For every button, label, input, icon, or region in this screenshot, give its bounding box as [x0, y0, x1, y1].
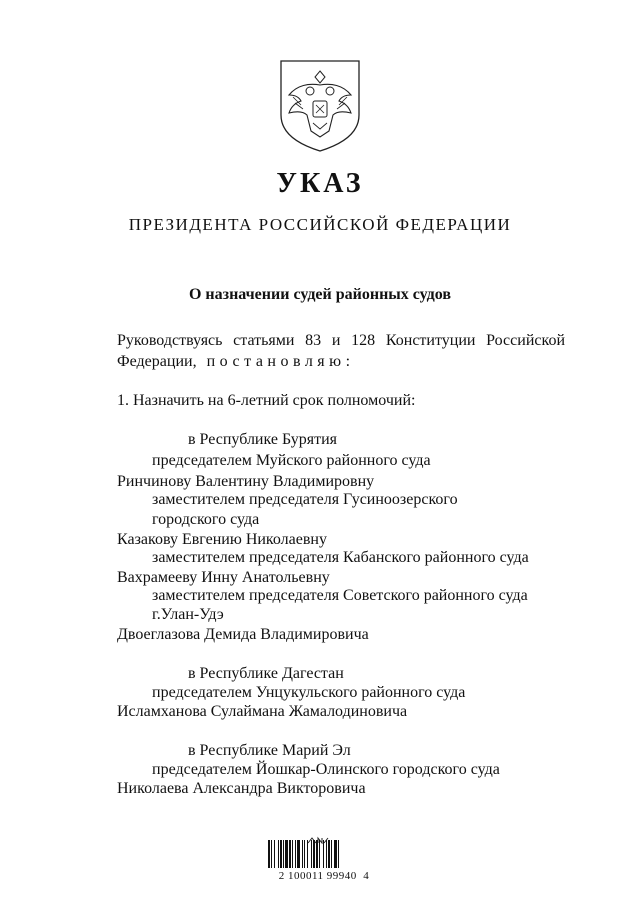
region-header: в Республике Бурятия	[188, 431, 338, 448]
preamble-line-1: Руководствуясь статьями 83 и 128 Конституции Российской	[117, 332, 565, 349]
barcode-bar	[304, 840, 305, 868]
barcode-bar	[328, 840, 330, 868]
position-line: городского суда	[152, 511, 260, 528]
barcode-bar	[307, 840, 308, 868]
position-line: председателем Унцукульского районного суда	[152, 684, 466, 701]
position-line: г.Улан-Удэ	[152, 606, 224, 623]
barcode-bar	[316, 840, 318, 868]
barcode-number: 2 100011 99940 4	[278, 870, 370, 882]
person-name: Двоеглазова Демида Владимировича	[117, 626, 369, 643]
barcode-bar	[297, 840, 300, 868]
barcode-bar	[268, 840, 270, 868]
preamble-federation: Федерации,	[117, 353, 197, 370]
document-title: УКАЗ	[276, 168, 364, 199]
barcode-bar	[323, 840, 324, 868]
barcode-bar	[338, 840, 339, 868]
document-subtitle: ПРЕЗИДЕНТА РОССИЙСКОЙ ФЕДЕРАЦИИ	[128, 215, 512, 234]
person-name: Николаева Александра Викторовича	[117, 780, 366, 797]
barcode-bar	[283, 840, 284, 868]
barcode-bar	[313, 840, 315, 868]
barcode-bar	[289, 840, 291, 868]
person-name: Ринчинову Валентину Владимировну	[117, 473, 375, 490]
decree-heading: О назначении судей районных судов	[188, 286, 451, 303]
person-name: Исламханова Сулаймана Жамалодиновича	[117, 703, 408, 720]
barcode-bar	[311, 840, 312, 868]
barcode-bar	[295, 840, 296, 868]
coat-of-arms-emblem	[275, 57, 365, 153]
item-1: 1. Назначить на 6-летний срок полномочий:	[117, 392, 416, 409]
barcode-bar	[302, 840, 303, 868]
barcode-bar	[271, 840, 272, 868]
barcode-bar	[292, 840, 293, 868]
barcode-bar	[278, 840, 279, 868]
barcode-bar	[280, 840, 282, 868]
position-line: заместителем председателя Кабанского районного суда	[152, 549, 529, 566]
barcode-bar	[326, 840, 327, 868]
barcode-bar	[334, 840, 337, 868]
position-line: председателем Муйского районного суда	[152, 452, 431, 469]
person-name: Казакову Евгению Николаевну	[117, 531, 327, 548]
barcode-bar	[319, 840, 320, 868]
barcode-bar	[331, 840, 332, 868]
position-line: заместителем председателя Советского районного суда	[152, 587, 528, 604]
barcode-bar	[274, 840, 275, 868]
barcode-bar	[285, 840, 288, 868]
region-header: в Республике Дагестан	[188, 665, 344, 682]
person-name: Вахрамееву Инну Анатольевну	[117, 569, 330, 586]
position-line: заместителем председателя Гусиноозерского	[152, 491, 458, 508]
preamble-resolve: постановляю:	[206, 353, 355, 370]
position-line: председателем Йошкар-Олинского городского суда	[152, 761, 500, 778]
region-header: в Республике Марий Эл	[188, 742, 351, 759]
preamble-line-2	[117, 352, 355, 372]
